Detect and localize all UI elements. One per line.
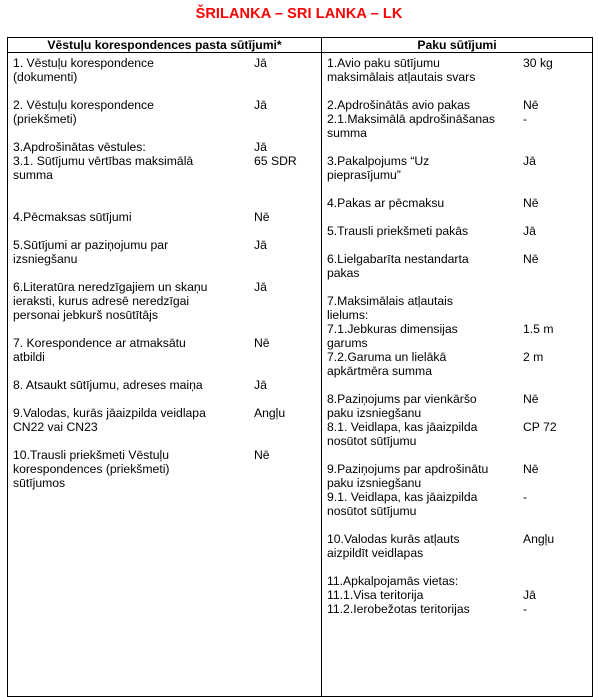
parcel-service-item-label-line: 5.Trausli priekšmeti pakās [327,224,469,238]
parcel-service-item-label-line: summa [327,126,367,140]
parcel-service-item-label-line: 9.Paziņojums par apdrošinātu [327,462,489,476]
parcel-service-item-value-line: - [523,602,528,616]
parcel-service-item-label [327,392,523,448]
parcel-service-item-value [523,574,587,616]
letter-service-item-value [254,140,316,182]
parcel-service-item-value-line: Nē [523,98,539,112]
letter-service-item [13,448,316,490]
letter-service-item-label [13,98,254,126]
parcel-service-item [327,392,587,448]
parcel-service-item-value [523,224,587,238]
parcel-service-item-value [523,56,587,84]
letter-service-item-label-line: 10.Trausli priekšmeti Vēstuļu [13,448,170,462]
letter-service-item-label-line: (dokumenti) [13,70,78,84]
parcel-service-item-label [327,196,523,210]
letter-service-item-label-line: korespondences (priekšmeti) [13,462,170,476]
letter-service-item-label [13,56,254,84]
parcel-service-item [327,196,587,210]
parcel-service-item [327,532,587,560]
letter-service-item [13,406,316,434]
letter-service-item-value-line: Nē [254,448,270,462]
letter-service-item-label [13,140,254,182]
letter-service-item-value [254,406,316,434]
services-table [7,37,593,697]
parcel-service-item [327,574,587,616]
letter-service-item [13,378,316,392]
header-parcel-services: Paku sūtījumi [322,38,593,53]
letter-service-item [13,280,316,322]
parcel-service-item-label-line: 2.1.Maksimālā apdrošināšanas [327,112,496,126]
parcel-service-item-label-line: 7.1.Jebkuras dimensijas [327,322,458,336]
parcel-service-item-label-line: nosūtot sūtījumu [327,434,417,448]
page-title: ŠRILANKA – SRI LANKA – LK [195,6,403,22]
parcel-service-item-value-line [523,294,587,308]
table-body-row [8,53,593,697]
parcel-service-item-label-line: paku izsniegšanu [327,406,422,420]
letter-service-item-value [254,378,316,392]
letter-service-item-label-line: 3.1. Sūtījumu vērtības maksimālā [13,154,194,168]
table-header-row [8,38,593,53]
letter-service-item-label-line: 2. Vēstuļu korespondence [13,98,154,112]
parcel-service-item-value [523,294,587,378]
letter-service-item-value [254,56,316,84]
parcel-service-item-label-line: 4.Pakas ar pēcmaksu [327,196,445,210]
parcel-service-item [327,98,587,140]
parcel-service-item-value-line [523,406,587,420]
parcel-service-item-label-line: 2.Apdrošinātās avio pakas [327,98,470,112]
letter-services-list [13,56,316,490]
letter-service-item [13,336,316,364]
parcel-service-item-label [327,252,523,280]
parcel-service-item-value [523,532,587,560]
letter-service-item-label [13,238,254,266]
parcel-service-item [327,56,587,84]
letter-services-cell [8,53,322,697]
letter-service-item-value-line: Jā [254,378,267,392]
parcel-service-item-label-line: 3.Pakalpojums “Uz [327,154,430,168]
parcel-service-item-value-line [523,336,587,350]
letter-service-item-label-line: 3.Apdrošinātas vēstules: [13,140,146,154]
parcel-service-item-label-line: nosūtot sūtījumu [327,504,417,518]
header-letter-services: Vēstuļu korespondences pasta sūtījumi* [8,38,322,53]
parcel-service-item-value [523,154,587,182]
letter-service-item-label-line: atbildi [13,350,45,364]
letter-service-item-label [13,406,254,434]
letter-service-item [13,98,316,126]
parcel-service-item-value-line: Nē [523,196,539,210]
letter-service-item-label [13,210,254,224]
letter-service-item [13,210,316,224]
letter-service-item-label [13,280,254,322]
parcel-service-item-value-line: CP 72 [523,420,557,434]
parcel-service-item-value-line: - [523,490,528,504]
parcel-service-item-value-line: Nē [523,462,539,476]
letter-service-item-value-line: Jā [254,98,267,112]
parcel-service-item-label-line: 8.Paziņojums par vienkāršo [327,392,477,406]
parcel-service-item [327,154,587,182]
parcel-service-item-value-line: Nē [523,392,539,406]
parcel-service-item-value-line: Nē [523,252,539,266]
parcel-service-item-value [523,462,587,518]
letter-service-item-value [254,210,316,224]
parcel-service-item-label [327,294,523,378]
letter-service-item-value-line: Jā [254,238,267,252]
parcel-service-item-label [327,154,523,182]
letter-service-item-label-line: 8. Atsaukt sūtījumu, adreses maiņa [13,378,203,392]
parcel-service-item-label-line: aizpildīt veidlapas [327,546,424,560]
letter-service-item-label-line: 9.Valodas, kurās jāaizpilda veidlapa [13,406,206,420]
letter-service-item [13,238,316,266]
letter-service-item-label-line: (priekšmeti) [13,112,77,126]
letter-service-item-label-line: summa [13,168,53,182]
parcel-service-item [327,294,587,378]
parcel-service-item-label [327,462,523,518]
letter-service-item-value-line: Jā [254,280,267,294]
parcel-service-item-label-line: apkārtmēra summa [327,364,432,378]
parcel-service-item-value-line: 2 m [523,350,544,364]
letter-service-item-label-line: 1. Vēstuļu korespondence [13,56,154,70]
parcel-service-item-label-line: 7.Maksimālais atļautais [327,294,453,308]
letter-service-item [13,140,316,182]
parcel-service-item-label-line: 11.2.Ierobežotas teritorijas [327,602,470,616]
parcel-service-item-label [327,574,523,616]
letter-service-item-value-line: Nē [254,336,270,350]
parcel-service-item-value [523,98,587,140]
parcel-service-item [327,462,587,518]
parcel-service-item-label-line: 8.1. Veidlapa, kas jāaizpilda [327,420,478,434]
letter-service-item-value [254,336,316,364]
parcel-services-list [327,56,587,616]
parcel-service-item-label-line: maksimālais atļautais svars [327,70,476,84]
letter-service-item-label-line: 4.Pēcmaksas sūtījumi [13,210,132,224]
letter-service-item-label-line: ieraksti, kurus adresē neredzīgai [13,294,190,308]
letter-service-item-label-line: personai jebkurš nosūtītājs [13,308,158,322]
letter-service-item [13,56,316,84]
parcel-service-item-label-line: garums [327,336,368,350]
parcel-service-item-value-line: Angļu [523,532,555,546]
letter-service-item-label [13,448,254,490]
letter-service-item-label [13,378,254,392]
parcel-service-item-label-line: 11.Apkalpojamās vietas: [327,574,459,588]
letter-service-item-value [254,448,316,490]
letter-service-item-label-line: 6.Literatūra neredzīgajiem un skaņu [13,280,208,294]
parcel-service-item-label-line: 10.Valodas kurās atļauts [327,532,460,546]
parcel-service-item-label-line: lielums: [327,308,369,322]
parcel-service-item-value-line: Jā [523,154,536,168]
parcel-service-item-value-line: 1.5 m [523,322,554,336]
parcel-service-item-value-line: Jā [523,224,536,238]
parcel-service-item-label-line: 1.Avio paku sūtījumu [327,56,440,70]
parcel-service-item-label-line: paku izsniegšanu [327,476,422,490]
letter-service-item-label-line: 5.Sūtījumi ar paziņojumu par [13,238,169,252]
parcel-services-cell [322,53,593,697]
letter-service-item-value-line: Jā [254,56,267,70]
parcel-service-item-label-line: 9.1. Veidlapa, kas jāaizpilda [327,490,478,504]
letter-service-item-value [254,98,316,126]
letter-service-item-label-line: 7. Korespondence ar atmaksātu [13,336,186,350]
parcel-service-item-label-line: 6.Lielgabarīta nestandarta [327,252,469,266]
letter-service-item-value-line: Nē [254,210,270,224]
letter-service-item-value [254,238,316,266]
letter-service-item-value-line: 65 SDR [254,154,297,168]
letter-service-item-label-line: CN22 vai CN23 [13,420,98,434]
letter-service-item-value-line: Angļu [254,406,286,420]
parcel-service-item-label [327,98,523,140]
parcel-service-item-value-line: 30 kg [523,56,553,70]
letter-service-item-label-line: izsniegšanu [13,252,78,266]
parcel-service-item [327,224,587,238]
parcel-service-item-value-line [523,476,587,490]
parcel-service-item-label-line: 11.1.Visa teritorija [327,588,424,602]
parcel-service-item-label [327,224,523,238]
parcel-service-item-label [327,532,523,560]
parcel-service-item-label-line: pakas [327,266,360,280]
parcel-service-item-value [523,196,587,210]
parcel-service-item [327,252,587,280]
letter-service-item-label [13,336,254,364]
parcel-service-item-value-line: - [523,112,528,126]
parcel-service-item-label-line: 7.2.Garuma un lielākā [327,350,447,364]
letter-service-item-value-line: Jā [254,140,267,154]
letter-service-item-value [254,280,316,322]
parcel-service-item-label-line: pieprasījumu” [327,168,401,182]
parcel-service-item-label [327,56,523,84]
letter-service-item-label-line: sūtījumos [13,476,66,490]
parcel-service-item-value-line [523,308,587,322]
parcel-service-item-value-line: Jā [523,588,536,602]
parcel-service-item-value [523,392,587,448]
parcel-service-item-value [523,252,587,280]
parcel-service-item-value-line [523,574,587,588]
